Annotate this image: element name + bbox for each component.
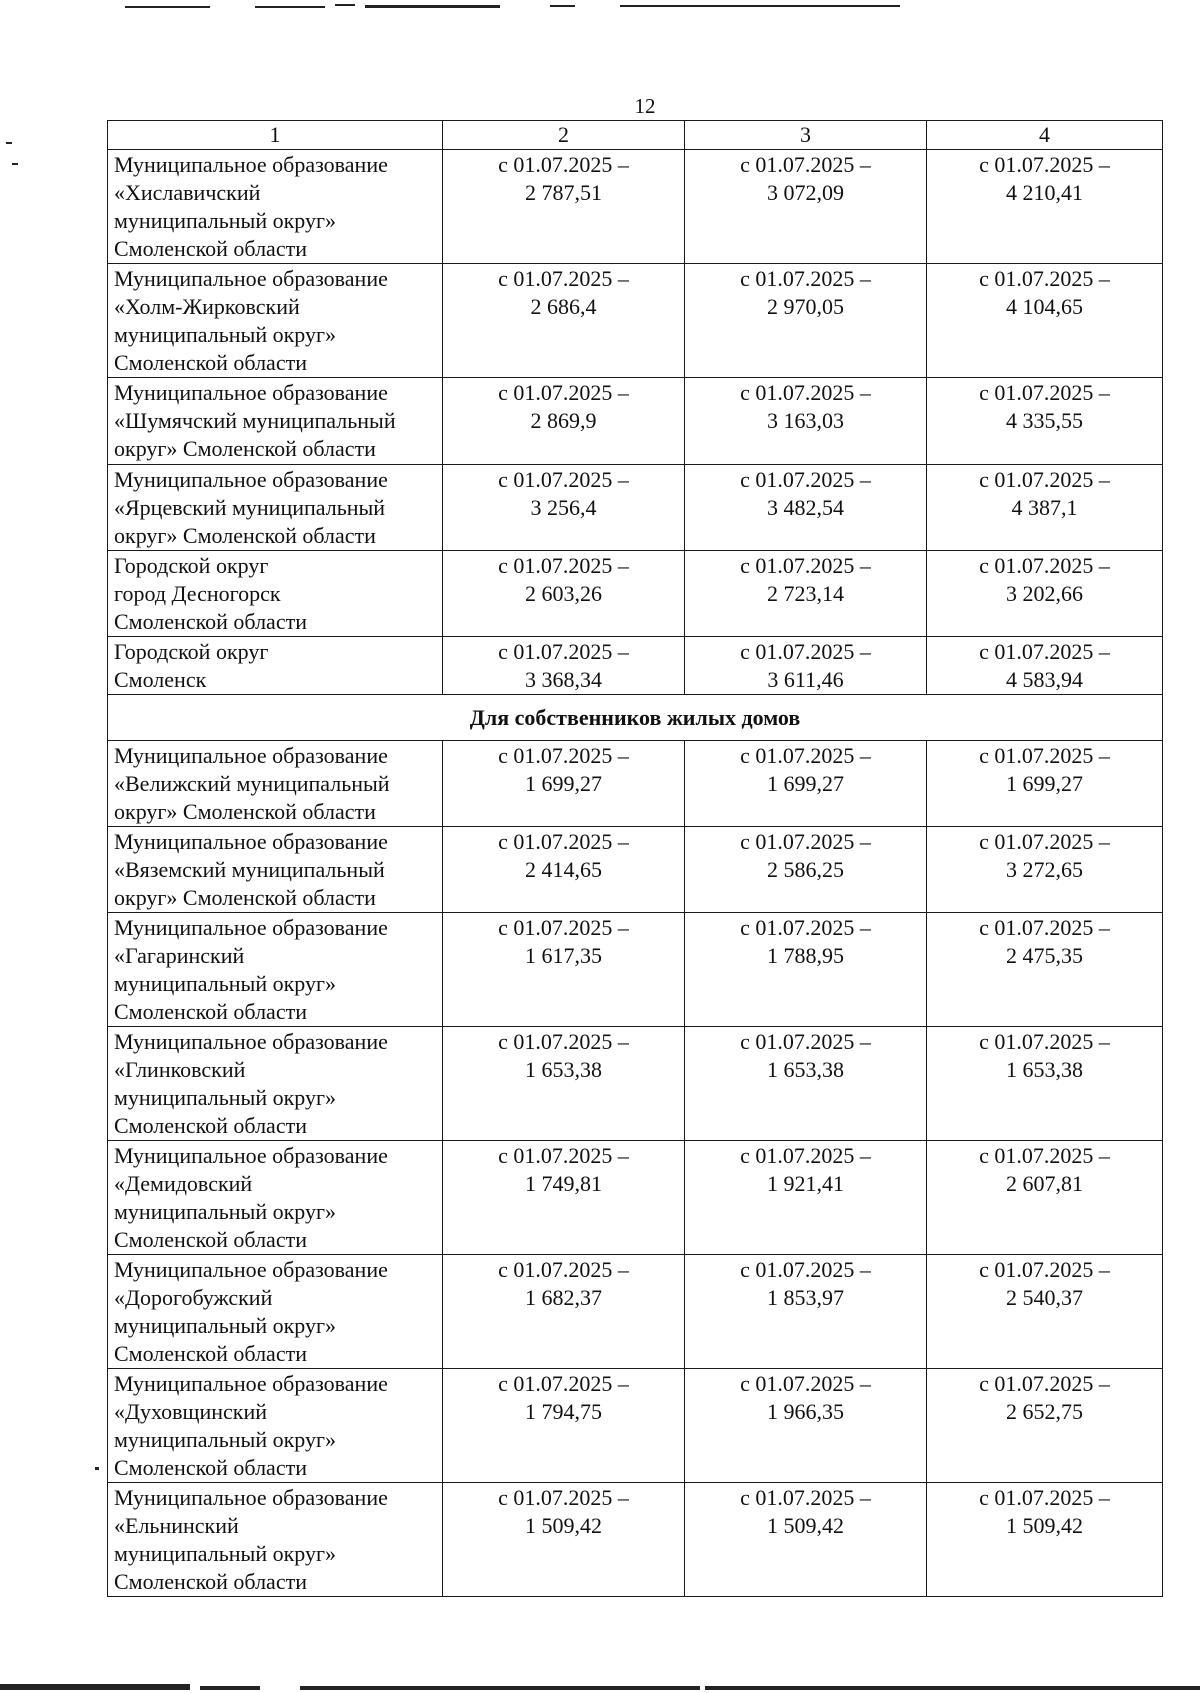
scan-artifact-bottom-2 xyxy=(200,1686,260,1690)
municipality-name-cell xyxy=(108,1141,443,1255)
tariff-value-cell xyxy=(927,465,1163,551)
tariff-amount: 4 387,1 xyxy=(1011,495,1078,520)
table-row xyxy=(108,150,1163,264)
municipality-name-cell xyxy=(108,1255,443,1369)
table-row xyxy=(108,378,1163,465)
municipality-name-cell xyxy=(108,741,443,827)
scan-artifact-top-3 xyxy=(335,4,355,6)
effective-date: с 01.07.2025 – xyxy=(979,1143,1110,1168)
tariff-amount: 4 104,65 xyxy=(1006,294,1083,319)
tariff-amount: 1 699,27 xyxy=(525,771,602,796)
municipality-name-line: Смоленской области xyxy=(114,350,307,375)
effective-date: с 01.07.2025 – xyxy=(498,1029,629,1054)
tariff-value-cell xyxy=(685,637,927,695)
tariff-amount: 1 509,42 xyxy=(767,1513,844,1538)
scan-artifact-left-2 xyxy=(12,163,18,165)
tariff-value-cell xyxy=(443,150,685,264)
tariff-amount: 1 788,95 xyxy=(767,943,844,968)
column-header: 1 xyxy=(108,121,443,150)
municipality-name-line: «Глинковский xyxy=(114,1057,246,1082)
tariff-amount: 2 787,51 xyxy=(525,180,602,205)
tariff-value-cell xyxy=(685,827,927,913)
tariff-value-cell xyxy=(685,465,927,551)
municipality-name-line: Муниципальное образование xyxy=(114,1371,388,1396)
tariff-value-cell xyxy=(927,913,1163,1027)
scan-artifact-left-1 xyxy=(6,142,12,144)
effective-date: с 01.07.2025 – xyxy=(740,1485,871,1510)
municipality-name-line: округ» Смоленской области xyxy=(114,523,376,548)
municipality-name-cell xyxy=(108,378,443,465)
municipality-name-line: Муниципальное образование xyxy=(114,1143,388,1168)
tariff-amount: 3 611,46 xyxy=(767,667,844,692)
tariff-value-cell xyxy=(685,1027,927,1141)
tariff-amount: 2 414,65 xyxy=(525,857,602,882)
tariff-value-cell xyxy=(685,741,927,827)
tariff-value-cell xyxy=(685,1483,927,1597)
effective-date: с 01.07.2025 – xyxy=(740,467,871,492)
municipality-name-line: Смоленской области xyxy=(114,1455,307,1480)
tariff-amount: 1 653,38 xyxy=(1006,1057,1083,1082)
effective-date: с 01.07.2025 – xyxy=(498,829,629,854)
tariff-value-cell xyxy=(443,1369,685,1483)
effective-date: с 01.07.2025 – xyxy=(498,1485,629,1510)
tariff-value-cell xyxy=(927,827,1163,913)
tariff-value-cell xyxy=(443,1483,685,1597)
tariff-amount: 2 475,35 xyxy=(1006,943,1083,968)
scan-artifact-top-2 xyxy=(255,6,325,8)
tariff-amount: 2 603,26 xyxy=(525,581,602,606)
table-row xyxy=(108,1141,1163,1255)
scan-artifact-bottom-1 xyxy=(0,1684,190,1690)
municipality-name-line: муниципальный округ» xyxy=(114,971,337,996)
tariff-amount: 3 163,03 xyxy=(767,408,844,433)
tariff-amount: 3 072,09 xyxy=(767,180,844,205)
municipality-name-line: «Гагаринский xyxy=(114,943,245,968)
municipality-name-line: Муниципальное образование xyxy=(114,1029,388,1054)
tariff-value-cell xyxy=(927,741,1163,827)
effective-date: с 01.07.2025 – xyxy=(740,1257,871,1282)
effective-date: с 01.07.2025 – xyxy=(498,915,629,940)
tariff-value-cell xyxy=(685,551,927,637)
effective-date: с 01.07.2025 – xyxy=(979,915,1110,940)
table-row xyxy=(108,1483,1163,1597)
effective-date: с 01.07.2025 – xyxy=(740,915,871,940)
municipality-name-line: Муниципальное образование xyxy=(114,915,388,940)
municipality-name-line: Смоленской области xyxy=(114,1569,307,1594)
scan-artifact-top-1 xyxy=(125,6,210,8)
effective-date: с 01.07.2025 – xyxy=(498,1143,629,1168)
municipality-name-line: муниципальный округ» xyxy=(114,1427,337,1452)
tariff-amount: 3 202,66 xyxy=(1006,581,1083,606)
tariff-value-cell xyxy=(685,264,927,378)
municipality-name-line: «Шумячский муниципальный xyxy=(114,408,396,433)
tariff-value-cell xyxy=(927,1255,1163,1369)
tariff-value-cell xyxy=(443,551,685,637)
tariff-amount: 1 509,42 xyxy=(525,1513,602,1538)
tariff-value-cell xyxy=(927,150,1163,264)
municipality-name-cell xyxy=(108,150,443,264)
effective-date: с 01.07.2025 – xyxy=(979,553,1110,578)
tariff-value-cell xyxy=(927,1483,1163,1597)
tariff-value-cell xyxy=(927,1141,1163,1255)
tariff-amount: 4 583,94 xyxy=(1006,667,1083,692)
tariff-value-cell xyxy=(443,264,685,378)
municipality-name-cell xyxy=(108,913,443,1027)
section-title: Для собственников жилых домов xyxy=(108,695,1163,741)
effective-date: с 01.07.2025 – xyxy=(979,1485,1110,1510)
tariff-amount: 3 272,65 xyxy=(1006,857,1083,882)
scan-artifact-top-5 xyxy=(550,5,575,7)
scan-artifact-left-3 xyxy=(95,1467,99,1470)
municipality-name-line: «Велижский муниципальный xyxy=(114,771,390,796)
tariff-value-cell xyxy=(443,741,685,827)
municipality-name-line: Муниципальное образование xyxy=(114,743,388,768)
municipality-name-line: муниципальный округ» xyxy=(114,1199,337,1224)
effective-date: с 01.07.2025 – xyxy=(740,380,871,405)
effective-date: с 01.07.2025 – xyxy=(498,467,629,492)
municipality-name-cell xyxy=(108,827,443,913)
effective-date: с 01.07.2025 – xyxy=(740,829,871,854)
municipality-name-line: Муниципальное образование xyxy=(114,467,388,492)
tariff-value-cell xyxy=(443,1027,685,1141)
municipality-name-cell xyxy=(108,637,443,695)
effective-date: с 01.07.2025 – xyxy=(979,829,1110,854)
effective-date: с 01.07.2025 – xyxy=(740,1371,871,1396)
municipality-name-line: Муниципальное образование xyxy=(114,1485,388,1510)
effective-date: с 01.07.2025 – xyxy=(979,1029,1110,1054)
municipality-name-line: Смоленской области xyxy=(114,1113,307,1138)
effective-date: с 01.07.2025 – xyxy=(979,266,1110,291)
tariff-amount: 1 617,35 xyxy=(525,943,602,968)
municipality-name-line: Городской округ xyxy=(114,553,269,578)
municipality-name-line: муниципальный округ» xyxy=(114,1541,337,1566)
municipality-name-line: муниципальный округ» xyxy=(114,1313,337,1338)
effective-date: с 01.07.2025 – xyxy=(498,152,629,177)
tariff-value-cell xyxy=(443,827,685,913)
scan-artifact-bottom-3 xyxy=(300,1686,700,1690)
municipality-name-line: «Холм-Жирковский xyxy=(114,294,300,319)
municipality-name-cell xyxy=(108,551,443,637)
table-row xyxy=(108,264,1163,378)
tariff-amount: 2 970,05 xyxy=(767,294,844,319)
table-row xyxy=(108,913,1163,1027)
scan-artifact-top-4 xyxy=(365,5,500,8)
tariff-amount: 1 749,81 xyxy=(525,1171,602,1196)
table-row xyxy=(108,551,1163,637)
effective-date: с 01.07.2025 – xyxy=(740,1143,871,1168)
effective-date: с 01.07.2025 – xyxy=(979,639,1110,664)
municipality-name-line: Смоленской области xyxy=(114,1227,307,1252)
tariff-amount: 2 723,14 xyxy=(767,581,844,606)
tariff-amount: 1 509,42 xyxy=(1006,1513,1083,1538)
municipality-name-line: округ» Смоленской области xyxy=(114,799,376,824)
table-header-row xyxy=(108,121,1163,150)
municipality-name-line: «Дорогобужский xyxy=(114,1285,273,1310)
tariff-amount: 1 653,38 xyxy=(767,1057,844,1082)
tariff-value-cell xyxy=(927,1027,1163,1141)
municipality-name-cell xyxy=(108,1483,443,1597)
effective-date: с 01.07.2025 – xyxy=(740,266,871,291)
tariff-amount: 2 586,25 xyxy=(767,857,844,882)
municipality-name-line: «Вяземский муниципальный xyxy=(114,857,385,882)
table-row xyxy=(108,741,1163,827)
municipality-name-cell xyxy=(108,264,443,378)
municipality-name-line: «Демидовский xyxy=(114,1171,253,1196)
municipality-name-cell xyxy=(108,1369,443,1483)
tariff-amount: 4 335,55 xyxy=(1006,408,1083,433)
tariff-amount: 1 921,41 xyxy=(767,1171,844,1196)
effective-date: с 01.07.2025 – xyxy=(740,152,871,177)
table-row xyxy=(108,637,1163,695)
municipality-name-line: округ» Смоленской области xyxy=(114,885,376,910)
tariff-amount: 1 853,97 xyxy=(767,1285,844,1310)
tariff-value-cell xyxy=(927,551,1163,637)
tariff-value-cell xyxy=(443,913,685,1027)
tariff-value-cell xyxy=(443,378,685,465)
effective-date: с 01.07.2025 – xyxy=(498,553,629,578)
tariff-value-cell xyxy=(685,150,927,264)
effective-date: с 01.07.2025 – xyxy=(498,380,629,405)
tariff-amount: 3 256,4 xyxy=(530,495,597,520)
effective-date: с 01.07.2025 – xyxy=(498,266,629,291)
tariff-amount: 1 966,35 xyxy=(767,1399,844,1424)
effective-date: с 01.07.2025 – xyxy=(498,1371,629,1396)
tariff-amount: 2 540,37 xyxy=(1006,1285,1083,1310)
tariff-value-cell xyxy=(927,637,1163,695)
tariff-value-cell xyxy=(443,1141,685,1255)
municipality-name-line: Муниципальное образование xyxy=(114,380,388,405)
effective-date: с 01.07.2025 – xyxy=(740,743,871,768)
municipality-name-line: округ» Смоленской области xyxy=(114,436,376,461)
tariff-value-cell xyxy=(927,1369,1163,1483)
tariff-amount: 1 653,38 xyxy=(525,1057,602,1082)
effective-date: с 01.07.2025 – xyxy=(979,743,1110,768)
municipality-name-line: «Ельнинский xyxy=(114,1513,239,1538)
table-row xyxy=(108,1027,1163,1141)
tariff-amount: 2 686,4 xyxy=(530,294,597,319)
table-row xyxy=(108,1255,1163,1369)
effective-date: с 01.07.2025 – xyxy=(979,467,1110,492)
tariff-amount: 3 482,54 xyxy=(767,495,844,520)
table-row xyxy=(108,1369,1163,1483)
tariff-amount: 2 607,81 xyxy=(1006,1171,1083,1196)
effective-date: с 01.07.2025 – xyxy=(498,639,629,664)
tariff-value-cell xyxy=(927,264,1163,378)
tariff-value-cell xyxy=(685,913,927,1027)
column-header: 2 xyxy=(443,121,685,150)
municipality-name-line: Смоленской области xyxy=(114,236,307,261)
tariff-value-cell xyxy=(685,1369,927,1483)
tariff-value-cell xyxy=(443,465,685,551)
page-number: 12 xyxy=(634,94,656,118)
tariff-value-cell xyxy=(685,1141,927,1255)
table-row xyxy=(108,827,1163,913)
municipality-name-cell xyxy=(108,465,443,551)
municipality-name-line: Муниципальное образование xyxy=(114,829,388,854)
effective-date: с 01.07.2025 – xyxy=(979,380,1110,405)
municipality-name-line: «Духовщинский xyxy=(114,1399,268,1424)
tariff-amount: 2 869,9 xyxy=(530,408,597,433)
effective-date: с 01.07.2025 – xyxy=(740,553,871,578)
municipality-name-line: город Десногорск xyxy=(114,581,281,606)
effective-date: с 01.07.2025 – xyxy=(979,1371,1110,1396)
tariff-amount: 4 210,41 xyxy=(1006,180,1083,205)
effective-date: с 01.07.2025 – xyxy=(979,1257,1110,1282)
table-row xyxy=(108,465,1163,551)
effective-date: с 01.07.2025 – xyxy=(498,1257,629,1282)
column-header: 3 xyxy=(685,121,927,150)
municipality-name-line: Смоленск xyxy=(114,667,207,692)
tariff-value-cell xyxy=(443,637,685,695)
tariff-value-cell xyxy=(927,378,1163,465)
municipality-name-line: Смоленской области xyxy=(114,999,307,1024)
tariff-amount: 1 794,75 xyxy=(525,1399,602,1424)
tariff-amount: 2 652,75 xyxy=(1006,1399,1083,1424)
municipality-name-line: Муниципальное образование xyxy=(114,266,388,291)
tariff-value-cell xyxy=(443,1255,685,1369)
municipality-name-line: «Хиславичский xyxy=(114,180,261,205)
section-row xyxy=(108,695,1163,741)
tariff-amount: 1 699,27 xyxy=(767,771,844,796)
municipality-name-line: муниципальный округ» xyxy=(114,208,337,233)
effective-date: с 01.07.2025 – xyxy=(498,743,629,768)
municipality-name-line: муниципальный округ» xyxy=(114,1085,337,1110)
effective-date: с 01.07.2025 – xyxy=(740,1029,871,1054)
effective-date: с 01.07.2025 – xyxy=(979,152,1110,177)
municipality-name-line: Смоленской области xyxy=(114,1341,307,1366)
municipality-name-line: Смоленской области xyxy=(114,609,307,634)
municipality-name-line: муниципальный округ» xyxy=(114,322,337,347)
municipality-name-line: «Ярцевский муниципальный xyxy=(114,495,386,520)
scan-artifact-top-6 xyxy=(620,5,900,7)
municipality-name-cell xyxy=(108,1027,443,1141)
tariff-value-cell xyxy=(685,1255,927,1369)
scan-artifact-bottom-4 xyxy=(705,1686,1200,1690)
tariff-table xyxy=(107,120,1163,1597)
effective-date: с 01.07.2025 – xyxy=(740,639,871,664)
municipality-name-line: Муниципальное образование xyxy=(114,1257,388,1282)
tariff-amount: 1 682,37 xyxy=(525,1285,602,1310)
tariff-amount: 1 699,27 xyxy=(1006,771,1083,796)
column-header: 4 xyxy=(927,121,1163,150)
municipality-name-line: Муниципальное образование xyxy=(114,152,388,177)
tariff-value-cell xyxy=(685,378,927,465)
municipality-name-line: Городской округ xyxy=(114,639,269,664)
tariff-amount: 3 368,34 xyxy=(525,667,602,692)
